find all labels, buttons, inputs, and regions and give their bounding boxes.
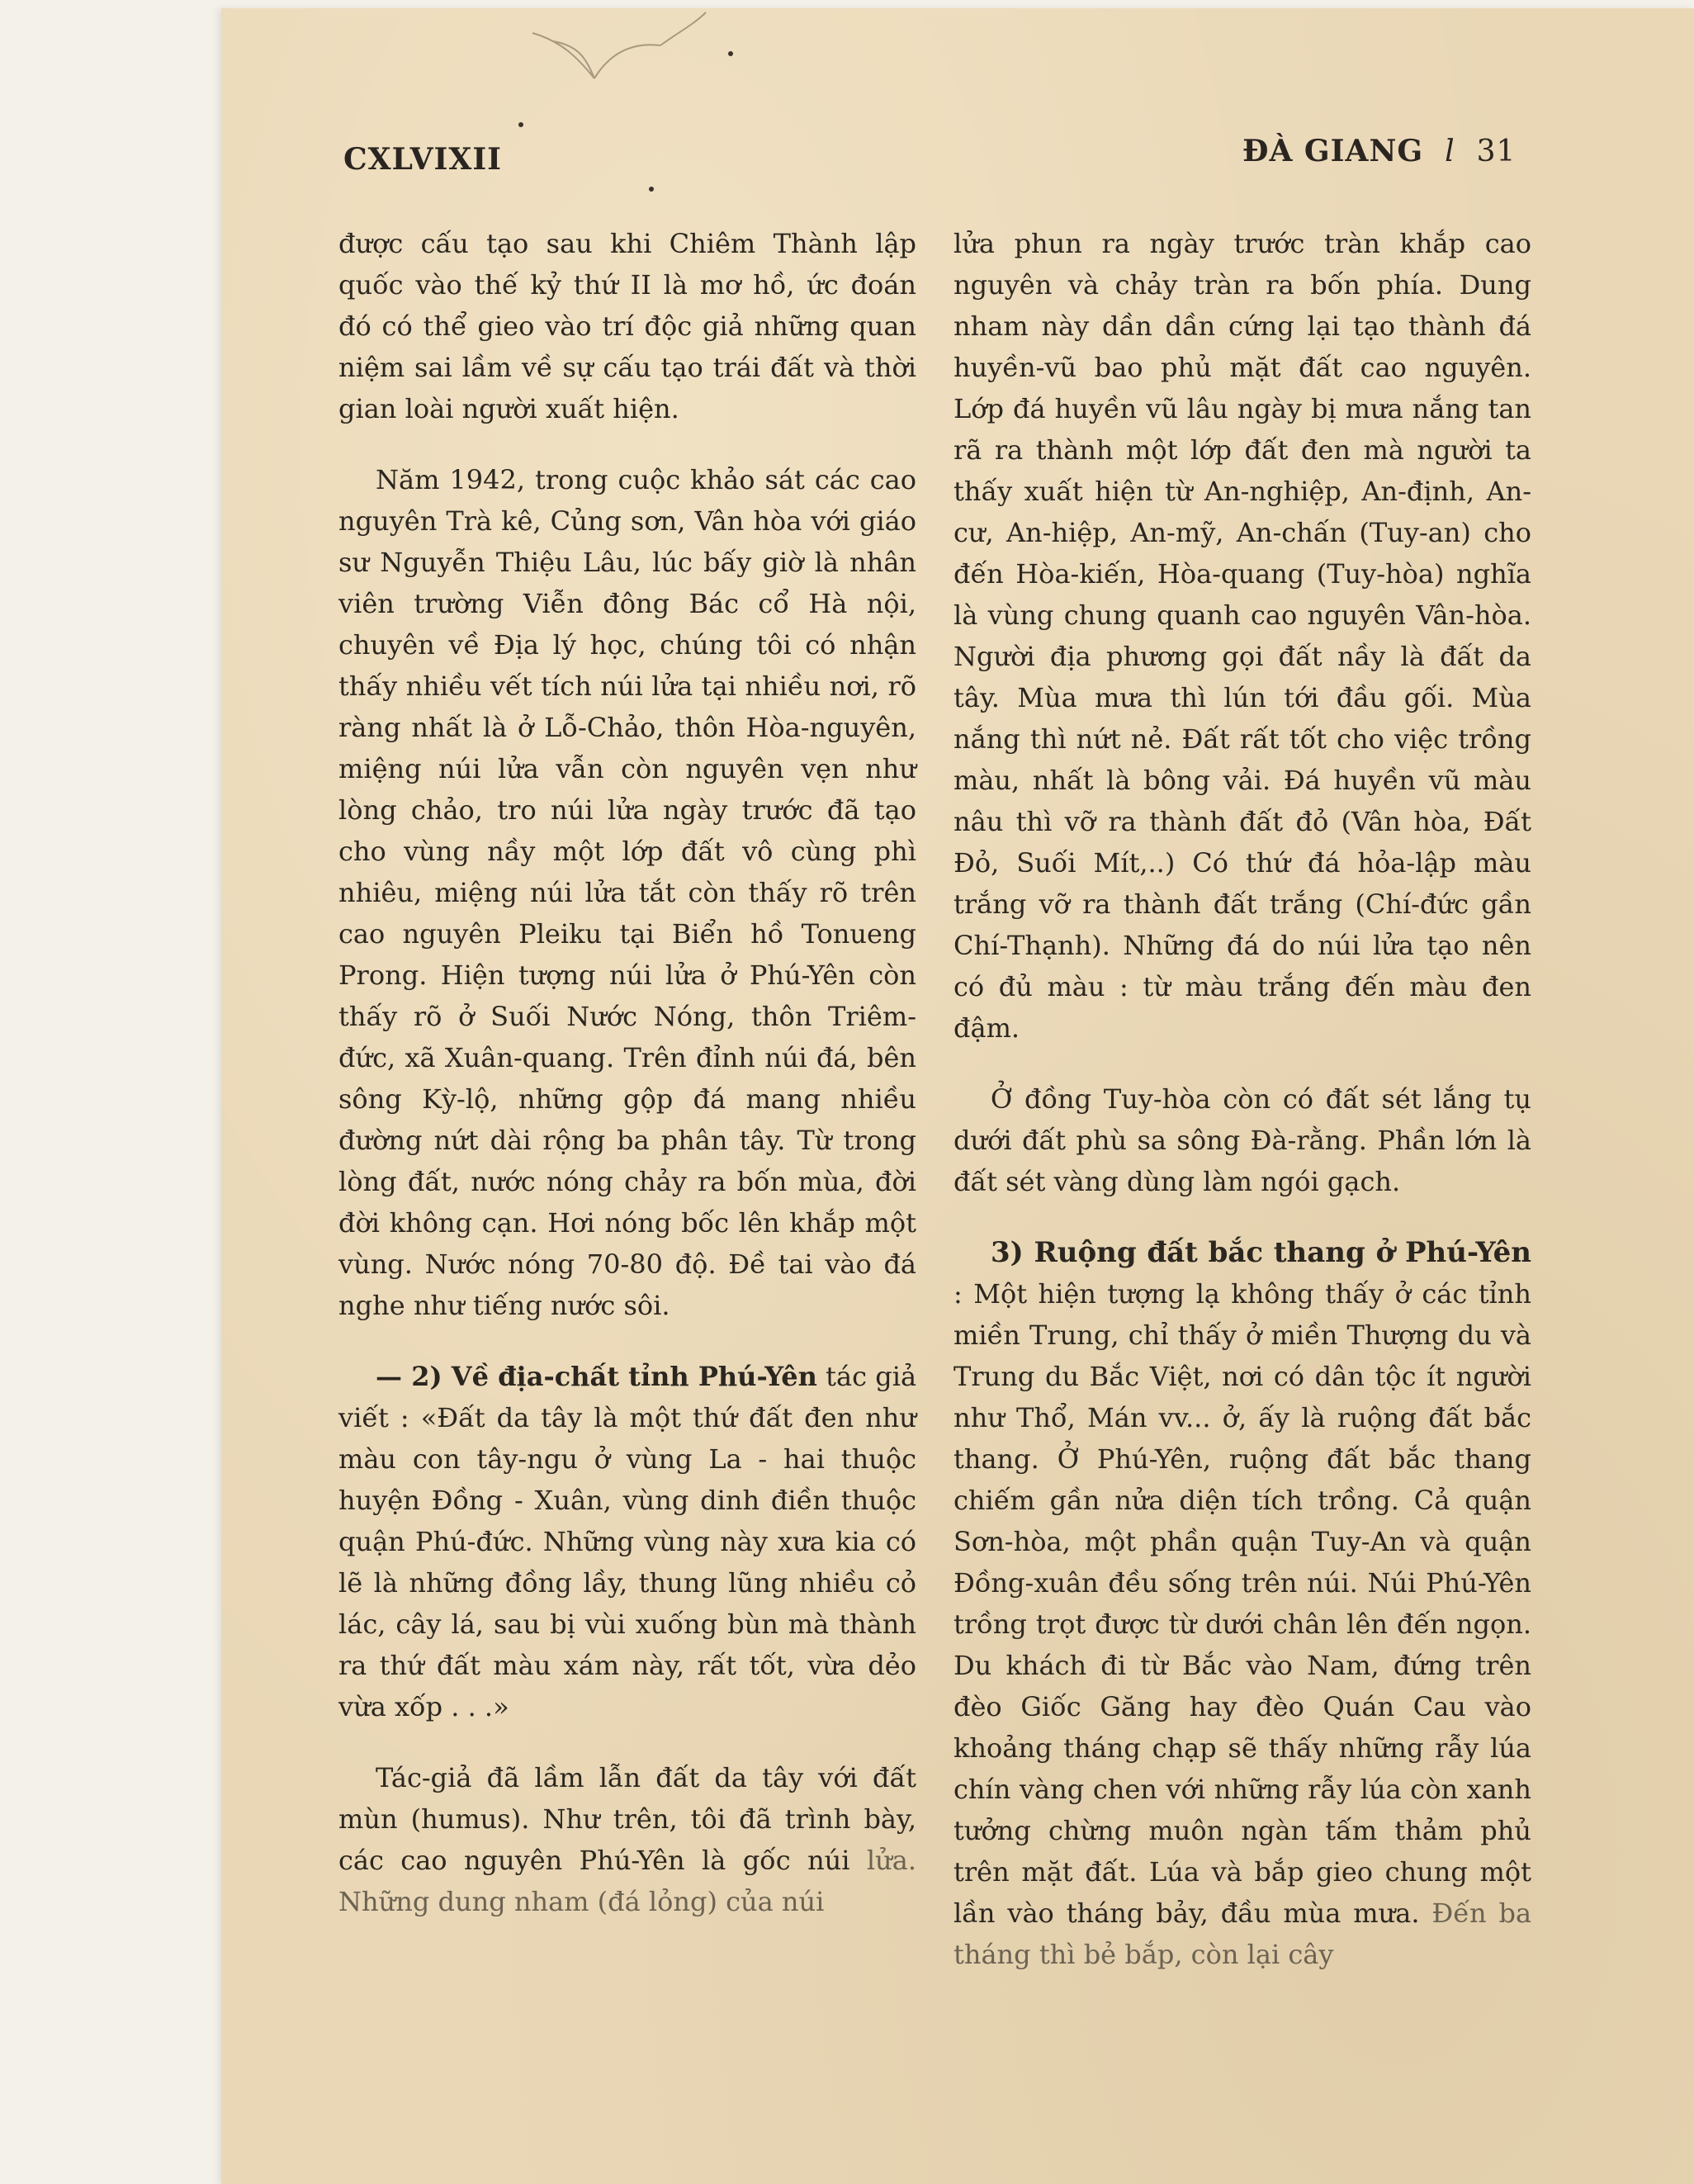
paragraph: lửa phun ra ngày trước tràn khắp cao nguyên và chảy tràn ra bốn phía. Dung nham này dần dần cứng lại tạo thành đá huyền-vũ bao phủ mặt đất cao nguyên. Lớp đá huyền vũ lâu ngày bị mưa nắng tan rã ra thành một lớp đất đen mà người ta thấy xuất hiện từ An-nghiệp, An-định, An-cư, An-hiệp, An-mỹ, An-chấn (Tuy-an) cho đến Hòa-kiến, Hòa-quang (Tuy-hòa) nghĩa là vùng chung quanh cao nguyên Vân-hòa. Người địa phương gọi đất nầy là đất da tây. Mùa mưa thì lún tới đầu gối. Mùa nắng thì nứt nẻ. Đất rất tốt cho việc trồng màu, nhất là bông vải. Đá huyền vũ màu nâu thì vỡ ra thành đất đỏ (Vân hòa, Đất Đỏ, Suối Mít,..) Có thứ đá hỏa-lập màu trắng vỡ ra thành đất trắng (Chí-đức gần Chí-Thạnh). Những đá do núi lửa tạo nên có đủ màu : từ màu trắng đến màu đen đậm. [953, 228, 1531, 1044]
print-speck [518, 122, 523, 127]
paragraph-text: : Một hiện tượng lạ không thấy ở các tỉnh miền Trung, chỉ thấy ở miền Thượng du và Trung du Bắc Việt, nơi có dân tộc ít người như Thổ, Mán vv... ở, ấy là ruộng đất bắc thang. Ở Phú-Yên, ruộng đất bắc thang chiếm gần nửa diện tích trồng. Cả quận Sơn-hòa, một phần quận Tuy-An và quận Đồng-xuân đều sống trên núi. Núi Phú-Yên trồng trọt được từ dưới chân lên đến ngọn. Du khách đi từ Bắc vào Nam, đứng trên đèo Giốc Găng hay đèo Quán Cau vào khoảng tháng chạp sẽ thấy những rẫy lúa chín vàng chen với những rẫy lúa còn xanh tưởng chừng muôn ngàn tấm thảm phủ trên mặt đất. Lúa và bắp gieo chung một lần vào tháng bảy, đầu mùa mưa. [953, 1278, 1531, 1929]
paragraph [338, 1356, 916, 1727]
running-title: ĐÀ GIANG [1242, 134, 1424, 168]
paragraph: được cấu tạo sau khi Chiêm Thành lập quốc vào thế kỷ thứ II là mơ hồ, ức đoán đó có thể gieo vào trí độc giả những quan niệm sai lầm về sự cấu tạo trái đất và thời gian loài người xuất hiện. [338, 228, 916, 424]
paragraph: Năm 1942, trong cuộc khảo sát các cao nguyên Trà kê, Củng sơn, Vân hòa với giáo sư Nguyễn Thiệu Lâu, lúc bấy giờ là nhân viên trường Viễn đông Bác cổ Hà nội, chuyên về Địa lý học, chúng tôi có nhận thấy nhiều vết tích núi lửa tại nhiều nơi, rõ ràng nhất là ở Lỗ-Chảo, thôn Hòa-nguyên, miệng núi lửa vẫn còn nguyên vẹn như lòng chảo, tro núi lửa ngày trước đã tạo cho vùng nầy một lớp đất vô cùng phì nhiêu, miệng núi lửa tắt còn thấy rõ trên cao nguyên Pleiku tại Biển hồ Tonueng Prong. Hiện tượng núi lửa ở Phú-Yên còn thấy rõ ở Suối Nước Nóng, thôn Triêm-đức, xã Xuân-quang. Trên đỉnh núi đá, bên sông Kỳ-lộ, những gộp đá mang nhiều đường nứt dài rộng ba phân tây. Từ trong lòng đất, nước nóng chảy ra bốn mùa, đời đời không cạn. Hơi nóng bốc lên khắp một vùng. Nước nóng 70-80 độ. Đề tai vào đá nghe như tiếng nước sôi. [338, 464, 916, 1321]
paragraph: Ở đồng Tuy-hòa còn có đất sét lắng tụ dưới đất phù sa sông Đà-rằng. Phần lớn là đất sét vàng dùng làm ngói gạch. [953, 1083, 1531, 1197]
paragraph-text: Tác-giả đã lầm lẫn đất da tây với đất mùn (humus). Như trên, tôi đã trình bày, các cao nguyên Phú-Yên là gốc núi [338, 1762, 916, 1876]
header-mark: l [1445, 135, 1455, 168]
section-subheading: — 2) Về địa-chất tỉnh Phú-Yên [376, 1361, 817, 1392]
print-speck [649, 187, 654, 192]
page-number: 31 [1476, 135, 1517, 168]
cut-off-line: lửa. Những dung nham (đá lỏng) của núi [338, 1845, 917, 1917]
print-speck [728, 51, 733, 56]
cut-off-line: Đến ba tháng thì bẻ bắp, còn lại cây [953, 1897, 1532, 1970]
paragraph [953, 1232, 1531, 1975]
left-column [338, 223, 916, 1922]
right-column [953, 223, 1531, 1975]
paper-crack [528, 8, 710, 83]
paragraph-text: tác giả viết : «Đất da tây là một thứ đất đen như màu con tây-ngu ở vùng La - hai thuộc huyện Đồng - Xuân, vùng dinh điền thuộc quận Phú-đức. Những vùng này xưa kia có lẽ là những đồng lầy, thung lũng nhiều cỏ lác, cây lá, sau bị vùi xuống bùn mà thành ra thứ đất màu xám này, rất tốt, vừa dẻo vừa xốp . . .» [338, 1361, 917, 1722]
page-header-title [1242, 134, 1516, 168]
section-heading: 3) Ruộng đất bắc thang ở Phú-Yên [991, 1236, 1531, 1269]
paragraph [338, 1757, 916, 1922]
page-header-roman: CXLVIXII [343, 142, 503, 177]
